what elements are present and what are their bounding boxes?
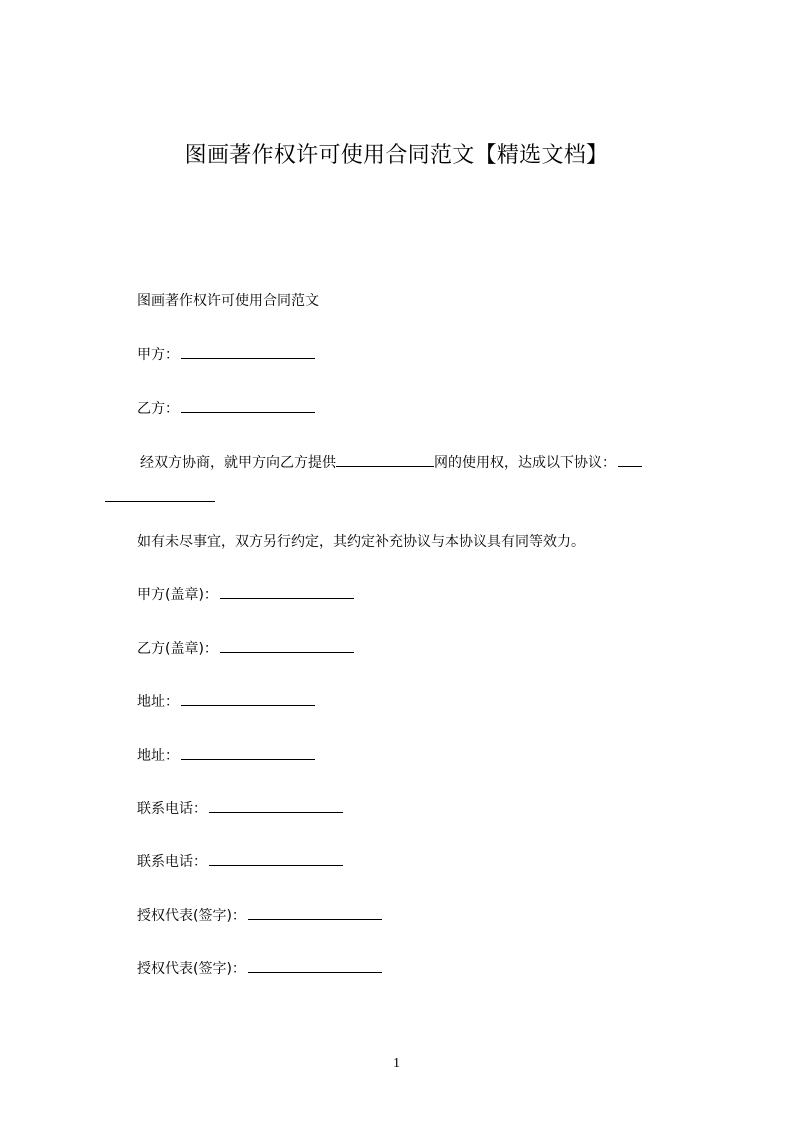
address-b-line — [137, 745, 315, 766]
phone-a-blank — [209, 798, 343, 813]
party-b-label: 乙方： — [137, 401, 179, 417]
phone-a-label: 联系电话： — [137, 801, 207, 817]
service-blank — [336, 452, 434, 467]
address-a-line — [137, 691, 315, 712]
page-title: 图画著作权许可使用合同范文【精选文档】 — [184, 143, 609, 168]
address-a-blank — [181, 691, 315, 706]
rep-b-line — [137, 958, 382, 979]
rep-b-label: 授权代表(签字)： — [137, 961, 246, 977]
phone-b-line — [137, 851, 343, 872]
sign-b-line — [137, 638, 354, 659]
phone-a-line — [137, 798, 343, 819]
agreement-text-part2: 网的使用权，达成以下协议： — [434, 455, 616, 471]
agreement-text-part1: 经双方协商，就甲方向乙方提供 — [140, 455, 336, 471]
sign-a-blank — [220, 584, 354, 599]
sign-a-label: 甲方(盖章)： — [137, 587, 218, 603]
supplement-clause: 如有未尽事宜，双方另行约定，其约定补充协议与本协议具有同等效力。 — [137, 534, 585, 550]
sign-b-blank — [220, 638, 354, 653]
address-b-label: 地址： — [137, 748, 179, 764]
party-b-blank — [181, 398, 315, 413]
contract-subtitle: 图画著作权许可使用合同范文 — [137, 293, 319, 309]
party-a-blank — [181, 344, 315, 359]
address-b-blank — [181, 745, 315, 760]
rep-a-label: 授权代表(签字)： — [137, 908, 246, 924]
sign-a-line — [137, 584, 354, 605]
address-a-label: 地址： — [137, 694, 179, 710]
agreement-paragraph — [105, 452, 705, 508]
rep-a-blank — [248, 905, 382, 920]
sign-b-label: 乙方(盖章)： — [137, 641, 218, 657]
party-b-line — [137, 398, 315, 419]
agreement-blank-end — [618, 452, 642, 467]
party-a-line — [137, 344, 315, 365]
page-number: 1 — [393, 1056, 400, 1071]
rep-a-line — [137, 905, 382, 926]
agreement-blank-continued — [105, 487, 215, 502]
rep-b-blank — [248, 958, 382, 973]
party-a-label: 甲方： — [137, 347, 179, 363]
phone-b-label: 联系电话： — [137, 854, 207, 870]
phone-b-blank — [209, 851, 343, 866]
